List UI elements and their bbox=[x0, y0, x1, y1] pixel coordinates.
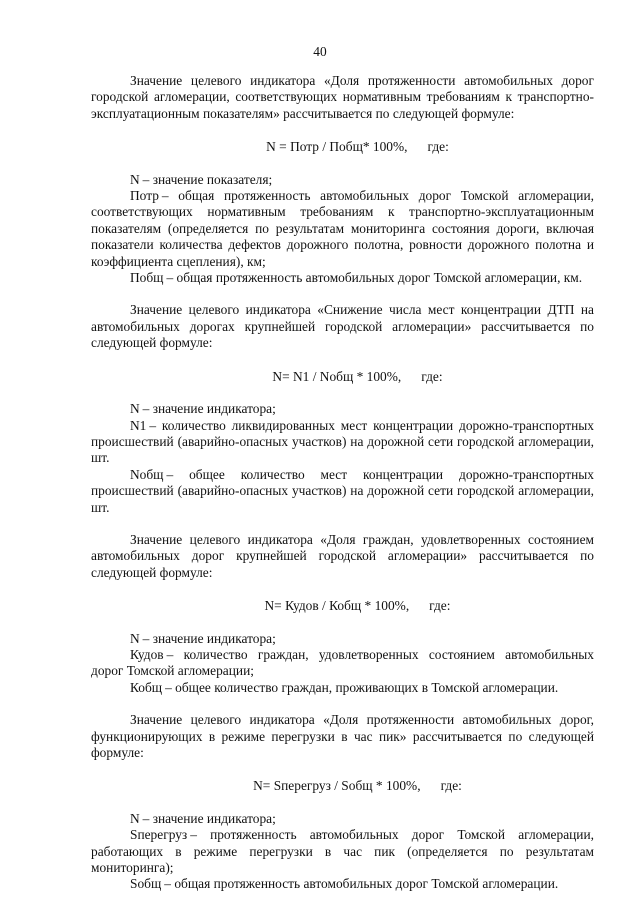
definition-text: – общее количество мест концентрации дорожно-транспортных происшествий (аварийно-опасных участков) на дорожной сети городской агломерации, шт. bbox=[91, 466, 594, 515]
indicator-intro: Значение целевого индикатора «Снижение числа мест концентрации ДТП на автомобильных дорогах крупнейшей городской агломерации» рассчитывается по следующей формуле: bbox=[91, 302, 594, 351]
definition-term: N bbox=[130, 171, 140, 187]
definition-term: N bbox=[130, 401, 140, 417]
formula: N= N1 / Nобщ * 100%, bbox=[272, 368, 402, 384]
definition-term: Sобщ bbox=[130, 876, 162, 892]
definition-text: – общее количество граждан, проживающих в Томской агломерации. bbox=[165, 679, 559, 695]
definition-text: – значение индикатора; bbox=[142, 401, 276, 417]
formula-where: где: bbox=[440, 778, 462, 794]
formula-where: где: bbox=[421, 368, 443, 384]
definition-term: Побщ bbox=[130, 270, 164, 286]
definition bbox=[91, 172, 594, 188]
definition-term: N bbox=[130, 630, 140, 646]
definition-text: – общая протяженность автомобильных дорог Томской агломерации, км. bbox=[166, 270, 583, 286]
indicator-intro: Значение целевого индикатора «Доля протяженности автомобильных дорог городской агломерации, соответствующих нормативным требованиям к транспортно-эксплуатационным показателям» рассчитывается по следующей формуле: bbox=[91, 73, 594, 121]
definition bbox=[91, 827, 594, 876]
definition-term: Кудов bbox=[130, 646, 164, 662]
definition bbox=[91, 680, 594, 696]
definition-text: – протяженность автомобильных дорог Томской агломерации, работающих в режиме перегрузки в час пик (определяется по результатам мониторинга); bbox=[91, 827, 594, 876]
definition bbox=[91, 418, 594, 467]
definition-text: – значение индикатора; bbox=[142, 810, 276, 826]
indicator-intro: Значение целевого индикатора «Доля граждан, удовлетворенных состоянием автомобильных дорог крупнейшей городской агломерации» рассчитывается по следующей формуле: bbox=[91, 531, 594, 580]
definition-text: – значение показателя; bbox=[142, 171, 273, 187]
definition bbox=[91, 811, 594, 827]
definition-term: Nобщ bbox=[130, 466, 164, 482]
definition-term: N1 bbox=[130, 417, 147, 433]
formula-line bbox=[91, 598, 594, 614]
page-number: 40 bbox=[313, 44, 327, 59]
indicator-section bbox=[91, 73, 594, 286]
formula-line bbox=[91, 139, 594, 155]
formula-where: где: bbox=[429, 598, 451, 614]
definition-term: N bbox=[130, 810, 140, 826]
indicator-section bbox=[91, 302, 594, 515]
formula-where: где: bbox=[427, 139, 449, 155]
definition bbox=[91, 631, 594, 647]
indicator-section bbox=[91, 532, 594, 696]
indicator-intro: Значение целевого индикатора «Доля протяженности автомобильных дорог, функционирующих в режиме перегрузки в час пик» рассчитывается по следующей формуле: bbox=[91, 712, 594, 760]
definition-text: – общая протяженность автомобильных дорог Томской агломерации. bbox=[164, 876, 559, 892]
definition bbox=[91, 401, 594, 417]
definition-text: – значение индикатора; bbox=[142, 630, 276, 646]
definition bbox=[91, 647, 594, 680]
definition bbox=[91, 467, 594, 516]
formula: N= Кудов / Кобщ * 100%, bbox=[264, 598, 410, 614]
definition-term: Sперегруз bbox=[130, 827, 188, 843]
formula-line bbox=[91, 778, 594, 794]
formula-line bbox=[91, 369, 594, 385]
definition-text: – общая протяженность автомобильных дорог Томской агломерации, соответствующих нормативным требованиям к транспортно-эксплуатационным показателям (определяется по результатам мониторинга состояния дороги, включая показатели количества дефектов дорожного полотна, ровности дорожного полотна и коэффициента сцепления), км; bbox=[91, 188, 594, 269]
definition-term: Кобщ bbox=[130, 679, 163, 695]
definition-text: – количество граждан, удовлетворенных состоянием автомобильных дорог Томской агломерации; bbox=[91, 646, 594, 679]
definition-text: – количество ликвидированных мест концентрации дорожно-транспортных происшествий (аварийно-опасных участков) на дорожной сети городской агломерации, шт. bbox=[91, 417, 594, 466]
definition-term: Потр bbox=[130, 188, 159, 204]
indicator-section bbox=[91, 712, 594, 893]
page-content bbox=[91, 73, 594, 893]
formula: N= Sперегруз / Sобщ * 100%, bbox=[253, 778, 421, 794]
definition bbox=[91, 188, 594, 270]
formula: N = Потр / Побщ* 100%, bbox=[266, 139, 408, 155]
definition bbox=[91, 876, 594, 892]
definition bbox=[91, 270, 594, 286]
